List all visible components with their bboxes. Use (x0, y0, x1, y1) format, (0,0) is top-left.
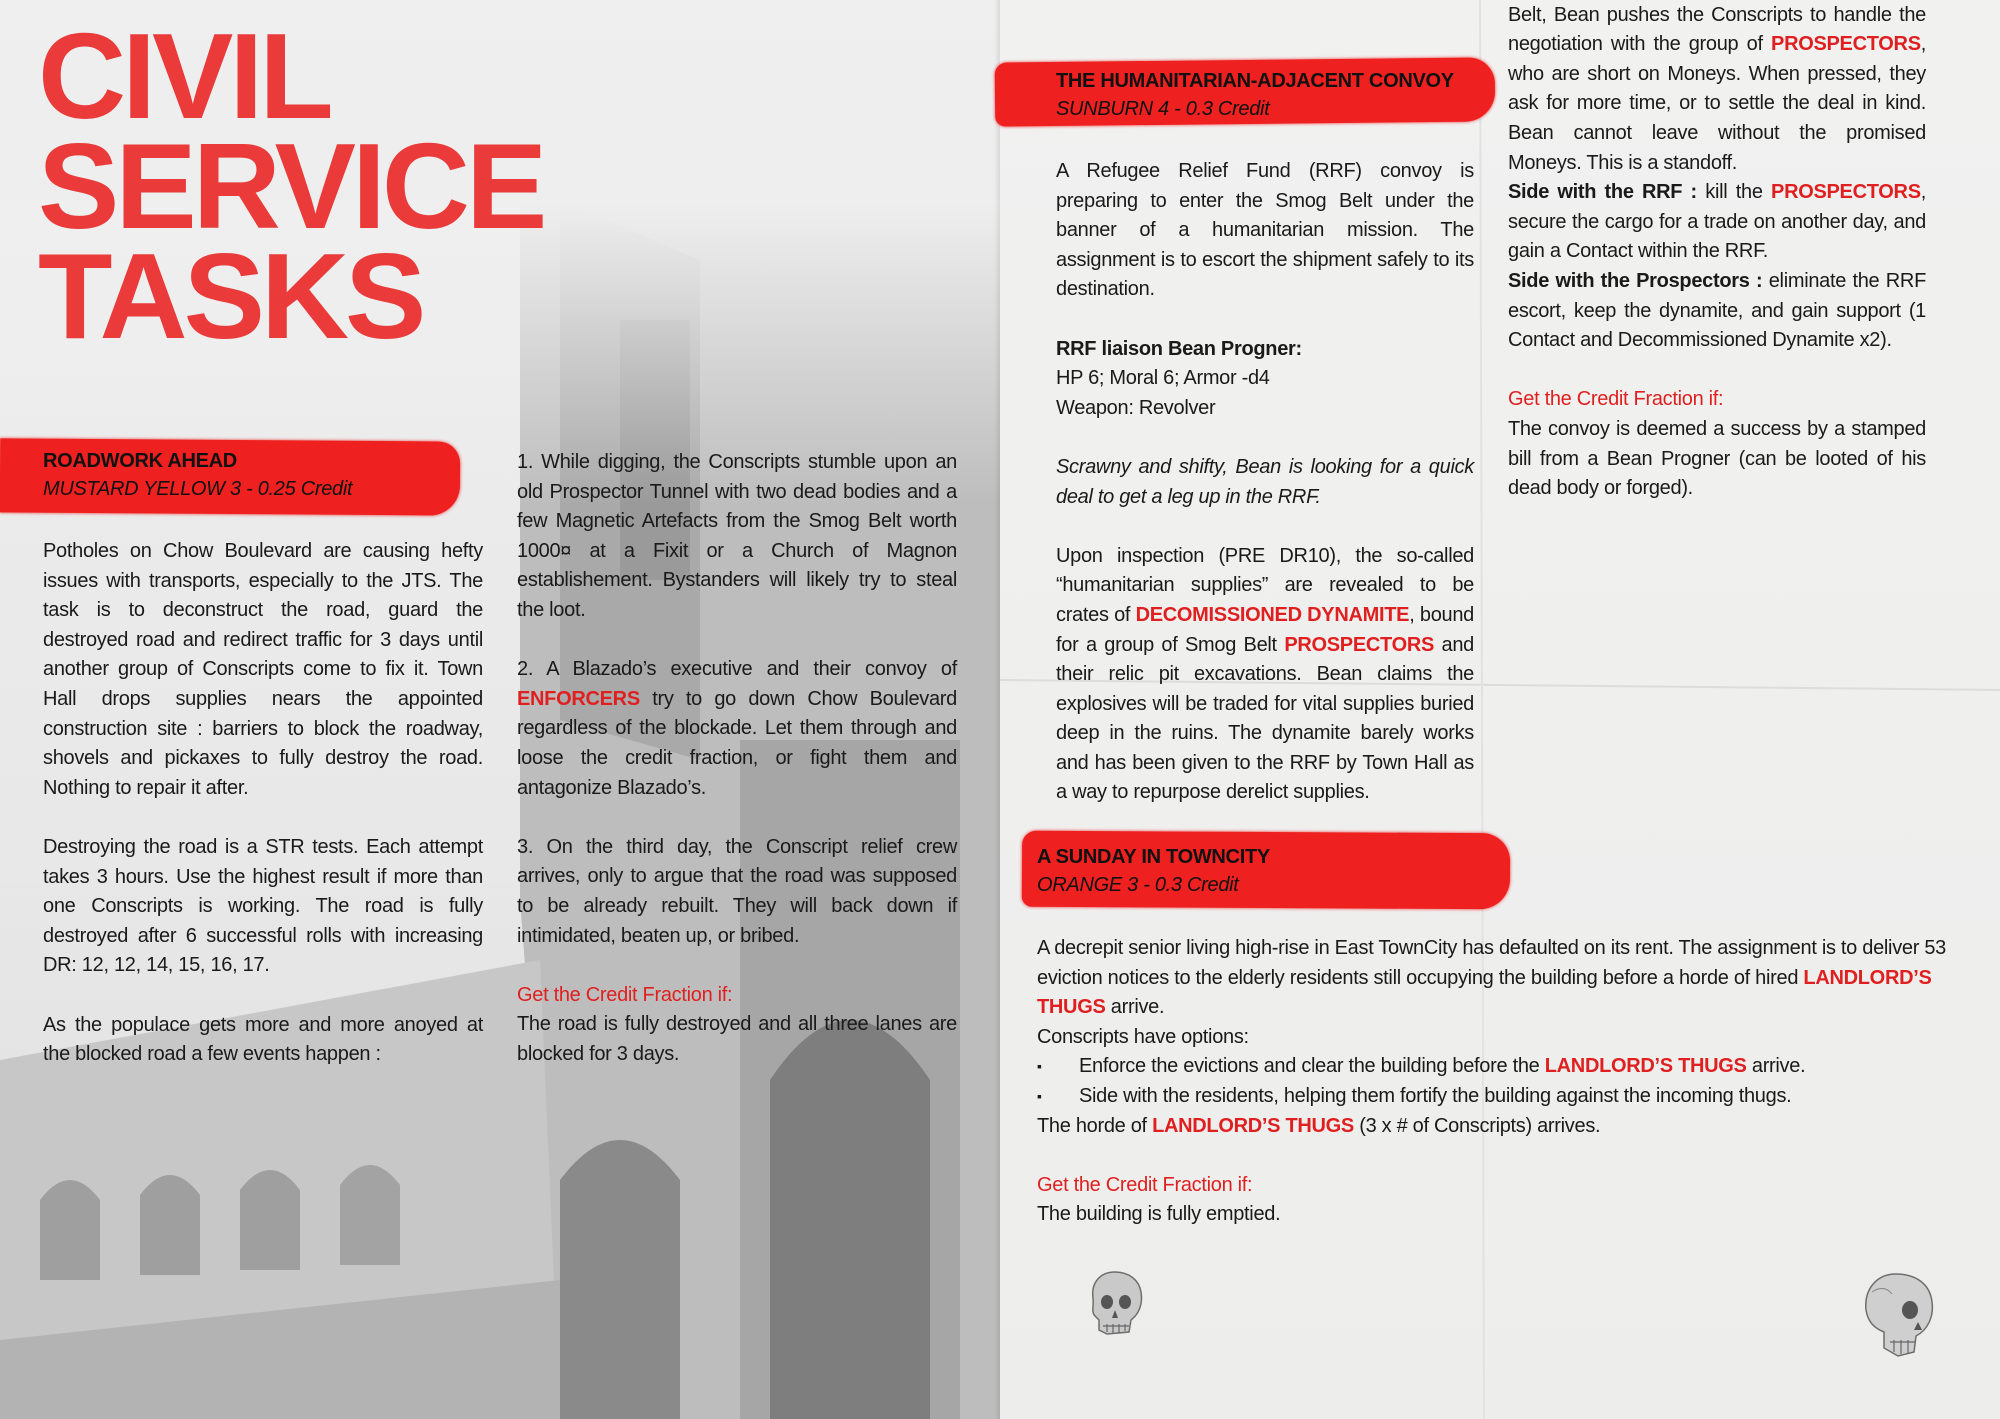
title-line-2: SERVICE (38, 117, 544, 254)
roadwork-header (43, 447, 352, 503)
option-prospectors: Side with the Prospectors : eliminate the RRF escort, keep the dynamite, and gain support (1 Contact and Decommissioned Dynamite x2). (1508, 269, 1926, 352)
section-title: THE HUMANITARIAN-ADJACENT CONVOY (1056, 70, 1454, 92)
keyword: LANDLORD’S THUGS (1544, 1055, 1747, 1078)
npc-description: Scrawny and shifty, Bean is looking for a quick deal to get a leg up in the RRF. (1056, 455, 1474, 508)
paragraph: The horde of LANDLORD’S THUGS (3 x # of Conscripts) arrives. (1037, 1114, 1601, 1137)
sunday-body (1037, 934, 1957, 1230)
npc-weapon: Weapon: Revolver (1056, 396, 1216, 419)
credit-label: Get the Credit Fraction if: (517, 983, 733, 1006)
section-subtitle: MUSTARD YELLOW 3 - 0.25 Credit (43, 478, 353, 500)
keyword: ENFORCERS (517, 687, 640, 710)
section-subtitle: SUNBURN 4 - 0.3 Credit (1056, 98, 1270, 120)
credit-label: Get the Credit Fraction if: (1037, 1173, 1253, 1196)
roadwork-column-2 (517, 448, 957, 1069)
list-item: ▪ Enforce the evictions and clear the building before the LANDLORD’S THUGS arrive. (1037, 1052, 1957, 1082)
roadwork-column-1 (43, 537, 483, 1070)
event-item: 2. A Blazado’s executive and their convoy of ENFORCERS try to go down Chow Boulevard regardless of the blockade. Let them through and loose the credit fraction, or fight them and antagonize Blazado’s. (517, 658, 957, 799)
keyword: PROSPECTORS (1771, 33, 1921, 56)
credit-label: Get the Credit Fraction if: (1508, 388, 1724, 411)
npc-stats: HP 6; Moral 6; Armor -d4 (1056, 367, 1270, 390)
section-subtitle: ORANGE 3 - 0.3 Credit (1037, 874, 1239, 896)
credit-text: The road is fully destroyed and all three lanes are blocked for 3 days. (517, 1013, 957, 1065)
keyword: LANDLORD’S THUGS (1152, 1114, 1354, 1137)
paragraph: A Refugee Relief Fund (RRF) convoy is preparing to enter the Smog Belt under the banner of a humanitarian mission. The assignment is to escort the shipment safely to its destination. (1056, 160, 1474, 301)
paragraph: A decrepit senior living high-rise in East TownCity has defaulted on its rent. The assignment is to deliver 53 eviction notices to the elderly residents still occupying the building before a horde of hired LANDLORD’S THUGS arrive. (1037, 937, 1946, 1019)
paragraph: Belt, Bean pushes the Conscripts to handle the negotiation with the group of PROSPECTORS, who are short on Moneys. When pressed, they ask for more time, or to settle the deal in kind. Bean cannot leave without the promised Moneys. This is a standoff. (1508, 3, 1926, 174)
convoy-header (1056, 67, 1454, 123)
credit-text: The convoy is deemed a success by a stamped bill from a Bean Progner (can be looted of his dead body or forged). (1508, 417, 1926, 500)
convoy-column-2 (1508, 0, 1926, 504)
section-title: A SUNDAY IN TOWNCITY (1037, 846, 1270, 868)
option-rrf: Side with the RRF : kill the PROSPECTORS, secure the cargo for a trade on another day, and gain a Contact within the RRF. (1508, 181, 1926, 263)
title-line-1: CIVIL (38, 8, 330, 144)
paragraph: Destroying the road is a STR tests. Each attempt takes 3 hours. Use the highest result if more than one Conscripts is working. The road is fully destroyed after 6 successful rolls with increasing DR: 12, 12, 14, 15, 16, 17. (43, 835, 483, 977)
paragraph: As the populace gets more and more anoyed at the blocked road a few events happen : (43, 1013, 483, 1066)
credit-text: The building is fully emptied. (1037, 1203, 1281, 1226)
skull-icon (1858, 1270, 1938, 1360)
keyword: PROSPECTORS (1771, 181, 1921, 204)
convoy-column-1 (1056, 157, 1474, 808)
keyword: LANDLORD’S THUGS (1037, 966, 1932, 1019)
skull-icon (1085, 1268, 1147, 1340)
paragraph: Potholes on Chow Boulevard are causing hefty issues with transports, especially to the JTS. The task is to deconstruct the road, guard the destroyed road and redirect traffic for 3 days until another group of Conscripts come to fix it. Town Hall drops supplies nears the appointed construction site : barriers to block the roadway, shovels and pickaxes to fully destroy the road. Nothing to repair it after. (43, 540, 483, 799)
sunday-header (1037, 843, 1270, 899)
npc-name: RRF liaison Bean Progner: (1056, 337, 1302, 360)
section-title: ROADWORK AHEAD (43, 450, 237, 472)
page-title (38, 8, 544, 364)
event-item: 3. On the third day, the Conscript relief crew arrives, only to argue that the road was supposed to be already rebuilt. They will back down if intimidated, beaten up, or bribed. (517, 835, 957, 947)
list-item: ▪ Side with the residents, helping them fortify the building against the incoming thugs. (1037, 1082, 1957, 1112)
keyword: PROSPECTORS (1284, 633, 1435, 656)
title-line-3: TASKS (38, 227, 423, 364)
paragraph: Upon inspection (PRE DR10), the so-called “humanitarian supplies” are revealed to be crates of DECOMISSIONED DYNAMITE, bound for a group of Smog Belt PROSPECTORS and their relic pit excavations. Bean claims the explosives will be traded for vital supplies buried deep in the ruins. The dynamite barely works and has been given to the RRF by Town Hall as a way to repurpose derelict supplies. (1056, 544, 1474, 804)
options-intro: Conscripts have options: (1037, 1025, 1249, 1048)
keyword: DECOMISSIONED DYNAMITE (1135, 603, 1410, 626)
event-item: 1. While digging, the Conscripts stumble upon an old Prospector Tunnel with two dead bodies and a few Magnetic Artefacts from the Smog Belt worth 1000¤ at a Fixit or a Church of Magnon establishement. Bystanders will likely try to steal the loot. (517, 451, 957, 621)
